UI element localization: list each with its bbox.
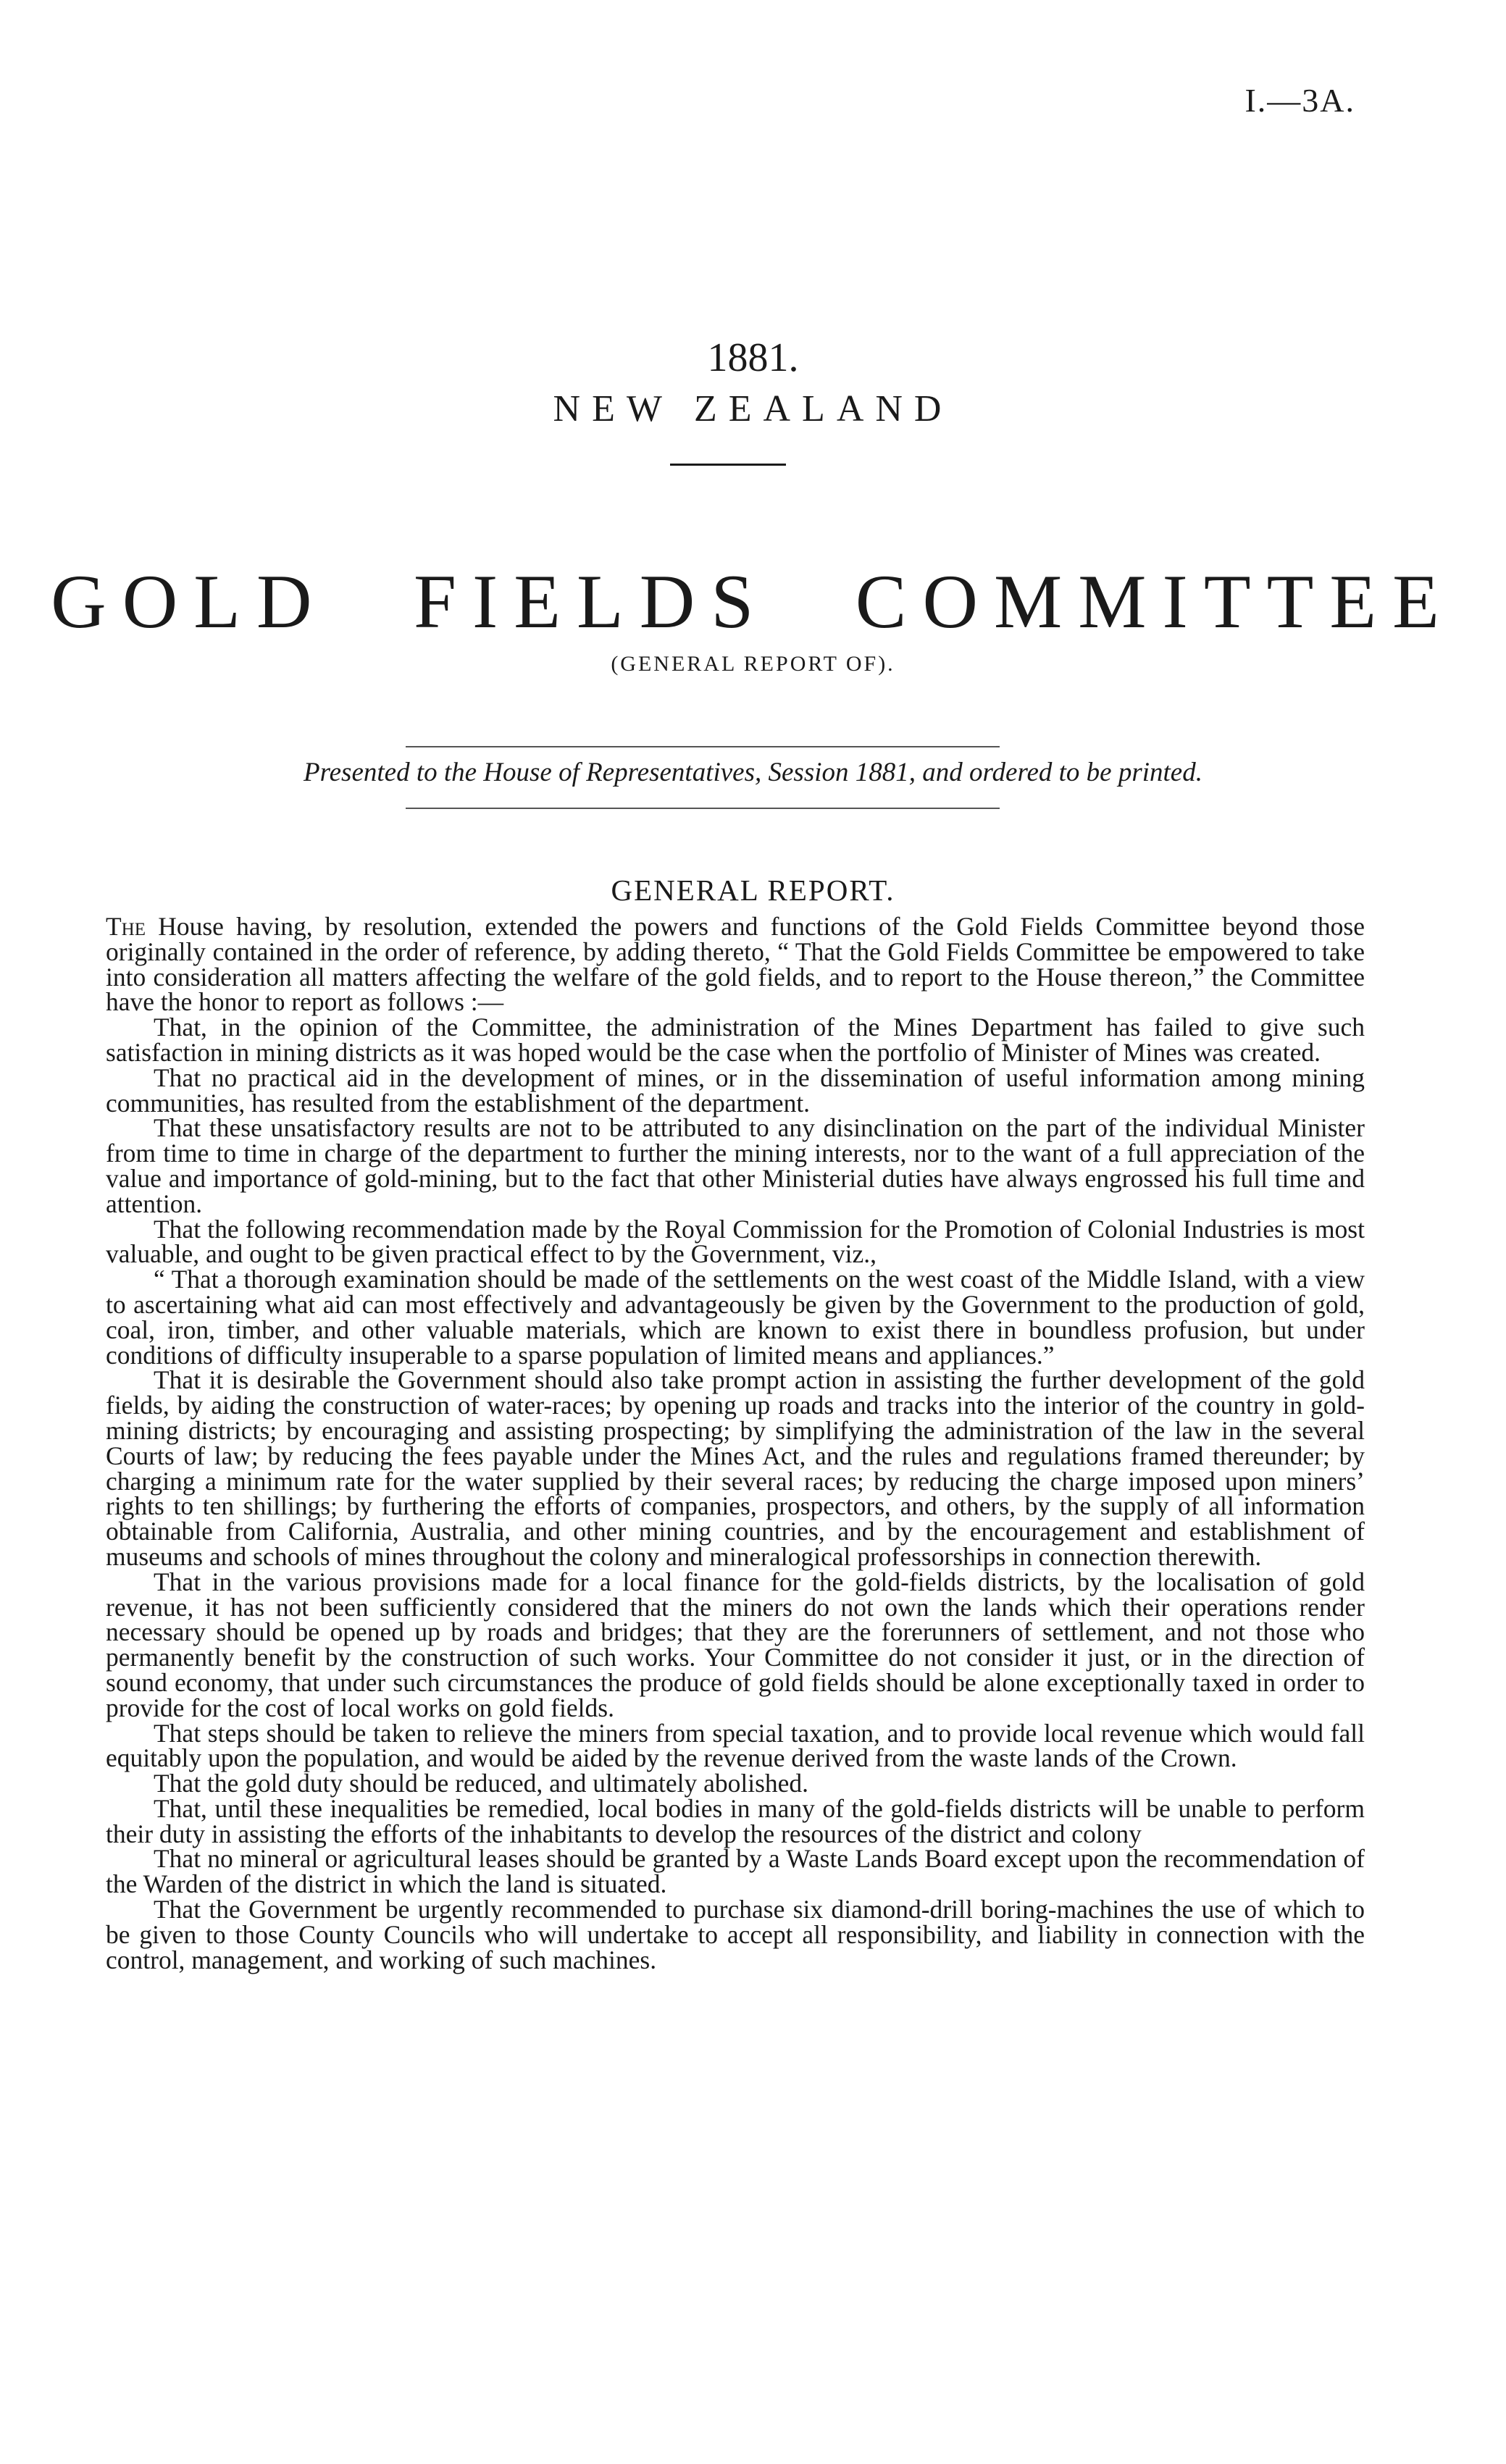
paragraph: That the Government be urgently recommended to purchase six diamond-drill boring-machines the use of which to be given to those County Councils who will undertake to accept all responsibility, and liability in connection with the control, management, and working of such machines.: [106, 1895, 1365, 1974]
paragraph: That the gold duty should be reduced, and ultimately abolished.: [154, 1769, 809, 1798]
paragraph: That in the various provisions made for a local finance for the gold-fields districts, by the localisation of gold revenue, it has not been sufficiently considered that the miners do not own the lands which their operations render necessary should be opened up by roads and bridges; that they are the forerunners of settlement, and not those who permanently benefit by the construction of such works. Your Committee do not consider it just, or in the direction of sound economy, that under such circumstances the produce of gold fields should be alone exceptionally taxed in order to provide for the cost of local works on gold fields.: [106, 1567, 1365, 1722]
paragraph: That the following recommendation made by the Royal Commission for the Promotion of Colonial Industries is most valuable, and ought to be given practical effect to by the Government, viz.,: [106, 1214, 1365, 1269]
paragraph: That no practical aid in the development of mines, or in the dissemination of useful information among mining communities, has resulted from the establishment of the department.: [106, 1063, 1365, 1118]
paragraph: [106, 914, 1365, 1015]
country: NEW ZEALAND: [553, 388, 953, 429]
page-title: GOLD FIELDS COMMITTEE: [51, 559, 1455, 644]
paragraph: “ That a thorough examination should be made of the settlements on the west coast of the Middle Island, with a view to ascertaining what aid can most effectively and advantageously be given by the Government to the production of gold, coal, iron, timber, and other valuable materials, which are known to exist there in boundless profusion, but under conditions of difficulty insuperable to a sparse population of limited means and appliances.”: [106, 1265, 1365, 1370]
divider: [406, 808, 1000, 809]
paragraph: That no mineral or agricultural leases should be granted by a Waste Lands Board except upon the recommendation of the Warden of the district in which the land is situated.: [106, 1844, 1365, 1899]
paragraph: That, in the opinion of the Committee, the administration of the Mines Department has failed to give such satisfaction in mining districts as it was hoped would be the case when the portfolio of Minister of Mines was created.: [106, 1013, 1365, 1067]
report-body: [106, 914, 1365, 1972]
year: 1881.: [707, 335, 799, 380]
paragraph: That, until these inequalities be remedied, local bodies in many of the gold-fields districts will be unable to perform their duty in assisting the efforts of the inhabitants to develop the resources of the district and colony: [106, 1793, 1365, 1848]
presented-line: Presented to the House of Representatives, Session 1881, and ordered to be printed.: [304, 758, 1202, 787]
first-word: The: [106, 912, 146, 941]
paragraph: That these unsatisfactory results are not to be attributed to any disinclination on the part of the individual Minister from time to time in charge of the department to further the mining interests, nor to the want of a full appreciation of the value and importance of gold-mining, but to the fact that other Ministerial duties have always engrossed his full time and attention.: [106, 1113, 1365, 1218]
paragraph-text: House having, by resolution, extended the powers and functions of the Gold Fields Committee beyond those originally contained in the order of reference, by adding thereto, “ That the Gold Fields Committee be empowered to take into consideration all matters affecting the welfare of the gold fields, and to report to the House thereon,” the Committee have the honor to report as follows :—: [106, 912, 1365, 1017]
page-code: I.—3A.: [1244, 82, 1355, 119]
page-subtitle: (GENERAL REPORT OF).: [611, 652, 895, 676]
paragraph: That steps should be taken to relieve the miners from special taxation, and to provide local revenue which would fall equitably upon the population, and would be aided by the revenue derived from the waste lands of the Crown.: [106, 1718, 1365, 1773]
paragraph: That it is desirable the Government should also take prompt action in assisting the further development of the gold fields, by aiding the construction of water-races; by opening up roads and tracks into the interior of the country in gold-mining districts; by encouraging and assisting prospecting; by simplifying the administration of the law in the several Courts of law; by reducing the fees payable under the Mines Act, and the rules and regulations framed thereunder; by charging a minimum rate for the water supplied by their several races; by reducing the charge imposed upon miners’ rights to ten shillings; by furthering the efforts of companies, prospectors, and others, by the supply of all information obtainable from California, Australia, and other mining countries, and by the encouragement and establishment of museums and schools of mines throughout the colony and mineralogical professorships in connection therewith.: [106, 1365, 1365, 1571]
divider: [406, 746, 1000, 747]
divider: [670, 464, 786, 466]
report-heading: GENERAL REPORT.: [611, 873, 895, 907]
